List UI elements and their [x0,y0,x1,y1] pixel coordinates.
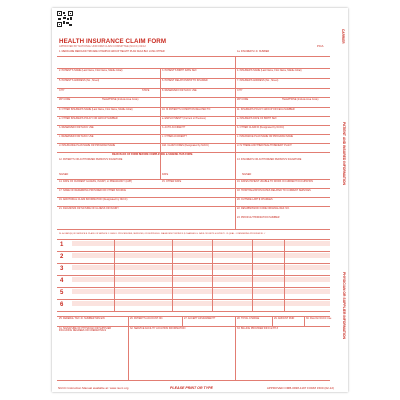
service-line-band [72,241,330,246]
print-or-type-notice: PLEASE PRINT OR TYPE [170,386,213,390]
field-9b-reserved: b. RESERVED FOR NUCC USE [59,126,94,129]
form-rule [272,316,273,326]
date-label: DATE [162,173,169,176]
field-10d-claim-codes: 10d. CLAIM CODES (Designated by NUCC) [162,144,209,147]
read-back-notice: READ BACK OF FORM BEFORE COMPLETING & SIGNING THIS FORM. [112,153,193,156]
form-rule [172,239,173,311]
form-rule [57,125,330,126]
field-insured-zip: ZIP CODE [237,98,249,101]
field-11a-insured-dob: a. INSURED'S DATE OF BIRTH SEX [237,117,277,120]
service-line-number: 4 [60,278,64,284]
field-28-total-charge: 28. TOTAL CHARGE [237,317,260,320]
insured-signed-label: SIGNED [242,173,252,176]
field-30-reserved: 30. Rsvd for NUCC Use [306,317,332,320]
field-insured-city: CITY [237,89,243,92]
form-rule [57,107,330,108]
service-line-number: 6 [60,302,64,308]
form-rule [57,97,330,98]
field-10b-auto-accident: b. AUTO ACCIDENT? [162,126,186,129]
form-rule [212,239,213,311]
form-rule [57,56,330,57]
claim-form-sheet [52,8,348,392]
field-10a-employment: a. EMPLOYMENT? (Current or Previous) [162,117,206,120]
field-20-outside-lab: 20. OUTSIDE LAB? $ CHARGES [237,198,273,201]
form-rule [57,326,330,327]
field-26-account-no: 26. PATIENT'S ACCOUNT NO. [130,317,163,320]
field-13-insured-signature: 13. INSURED'S OR AUTHORIZED PERSON'S SIGNATURE [237,158,302,161]
field-9a-other-policy: a. OTHER INSURED'S POLICY OR GROUP NUMBER [59,117,118,120]
form-rule [57,68,330,69]
field-7-insured-address: 7. INSURED'S ADDRESS (No., Street) [237,79,279,82]
form-rule [252,239,253,311]
field-9-other-insured: 9. OTHER INSURED'S NAME (Last Name, First Name, Middle Initial) [59,108,133,111]
qr-code [57,11,73,27]
service-line-number: 5 [60,290,64,296]
field-12-patient-signature: 12. PATIENT'S OR AUTHORIZED PERSON'S SIGNATURE [59,158,123,161]
physician-section-label: PHYSICIAN OR SUPPLIER INFORMATION [342,271,346,339]
field-31-physician-signature: 31. SIGNATURE OF PHYSICIAN OR SUPPLIER INCLUDING DEGREES OR CREDENTIALS [59,327,112,333]
field-city: CITY [59,89,65,92]
field-18-hospitalization: 18. HOSPITALIZATION DATES RELATED TO CURRENT SERVICES [237,189,311,192]
service-line-band [72,301,330,306]
field-10c-other-accident: c. OTHER ACCIDENT? [162,135,187,138]
field-1-insurance-type: 1. MEDICARE MEDICAID TRICARE CHAMPVA GROUP HEALTH PLAN FECA BLK LUNG OTHER [59,50,165,53]
field-4-insured-name: 4. INSURED'S NAME (Last Name, First Name, Middle Initial) [237,69,302,72]
form-rule [57,78,330,79]
patient-section-label: PATIENT AND INSURED INFORMATION [342,121,346,185]
pica-label: PICA [317,44,324,48]
form-rule [284,239,285,311]
service-line-band [72,277,330,282]
field-5-patient-address: 5. PATIENT'S ADDRESS (No., Street) [59,79,100,82]
field-state: STATE [142,89,150,92]
field-telephone: TELEPHONE (Include Area Code) [102,98,139,101]
field-24-service-header: 24. A. DATE(S) OF SERVICE B. PLACE OF SERVICE C. EMG D. PROCEDURES, SERVICES, OR SUPPLIES E. DIAGNOSIS POINTER F. $ CHARGES G. DAYS OR UNITS H. EPSDT I. ID QUAL. J. RENDERING PROVIDER ID. # [59,233,266,235]
form-rule [235,316,236,380]
field-25-tax-id: 25. FEDERAL TAX I.D. NUMBER SSN EIN [59,317,105,320]
field-15-other-date: 15. OTHER DATE [162,180,182,183]
field-19-additional-info: 19. ADDITIONAL CLAIM INFORMATION (Designated by NUCC) [59,198,128,201]
form-rule [57,239,330,240]
form-title: HEALTH INSURANCE CLAIM FORM [59,38,167,45]
form-rule [57,116,330,117]
field-11b-other-claim-id: b. OTHER CLAIM ID (Designated by NUCC) [237,126,285,129]
field-27-accept-assignment: 27. ACCEPT ASSIGNMENT? [184,317,216,320]
field-8-reserved: 8. RESERVED FOR NUCC USE [162,89,197,92]
service-line-band [72,253,330,258]
carrier-label: CARRIER [341,28,345,44]
form-rule [235,56,236,229]
service-line-number: 2 [60,254,64,260]
form-rule [160,68,161,179]
signed-label: SIGNED [59,173,69,176]
form-rule [57,152,330,153]
footer-instructions: NUCC Instruction Manual available at: www.nucc.org [58,386,129,390]
service-line-number: 3 [60,266,64,272]
form-rule [57,380,330,381]
form-rule [57,206,330,207]
service-line-number: 1 [60,242,64,248]
field-insured-telephone: TELEPHONE (Include Area Code) [282,98,319,101]
field-10-condition: 10. IS PATIENT'S CONDITION RELATED TO: [162,108,211,111]
field-9c-reserved: c. RESERVED FOR NUCC USE [59,135,94,138]
form-rule [57,316,330,317]
field-17-referring-provider: 17. NAME OF REFERRING PROVIDER OR OTHER SOURCE [59,189,126,192]
form-rule [57,197,330,198]
field-2-patient-name: 2. PATIENT'S NAME (Last Name, First Name, Middle Initial) [59,69,123,72]
form-rule [57,88,330,89]
field-32-facility-location: 32. SERVICE FACILITY LOCATION INFORMATION [130,327,186,330]
field-16-unable-to-work: 16. DATES PATIENT UNABLE TO WORK IN CURRENT OCCUPATION [237,180,313,183]
field-3-birth-date: 3. PATIENT'S BIRTH DATE SEX [162,69,197,72]
footer-omb-approval: APPROVED OMB-0938-1197 FORM 1500 (02-12) [266,386,334,390]
form-rule [57,143,330,144]
field-9d-plan-name: d. INSURANCE PLAN NAME OR PROGRAM NAME [59,144,116,147]
field-14-current-illness: 14. DATE OF CURRENT ILLNESS, INJURY, or PREGNANCY (LMP) [59,180,132,183]
form-rule [57,188,330,189]
field-6-relationship: 6. PATIENT RELATIONSHIP TO INSURED [162,79,208,82]
field-21-diagnosis: 21. DIAGNOSIS OR NATURE OF ILLNESS OR INJURY [59,207,119,210]
form-rule [304,316,305,326]
service-line-band [72,289,330,294]
field-11c-plan-name: c. INSURANCE PLAN NAME OR PROGRAM NAME [237,135,293,138]
field-11d-another-plan: d. IS THERE ANOTHER HEALTH BENEFIT PLAN? [237,144,292,147]
field-33-billing-provider: 33. BILLING PROVIDER INFO & PH # [237,327,278,330]
form-rule [57,134,330,135]
form-rule [57,179,330,180]
form-rule [182,316,183,326]
form-rule [128,316,129,380]
service-line-band [72,265,330,270]
field-29-amount-paid: 29. AMOUNT PAID [274,317,295,320]
field-23-prior-auth: 23. PRIOR AUTHORIZATION NUMBER [237,216,280,219]
field-22-resubmission: 22. RESUBMISSION CODE ORIGINAL REF. NO. [237,207,290,210]
field-zip: ZIP CODE [59,98,71,101]
form-rule [114,239,115,311]
form-rule [57,229,330,230]
form-subtitle: APPROVED BY NATIONAL UNIFORM CLAIM COMMITTEE (NUCC) 02/12 [59,45,146,48]
field-11-policy-group: 11. INSURED'S POLICY GROUP OR FECA NUMBER [237,108,295,111]
field-1a-insured-id: 1a. INSURED'S I.D. NUMBER [237,50,270,53]
